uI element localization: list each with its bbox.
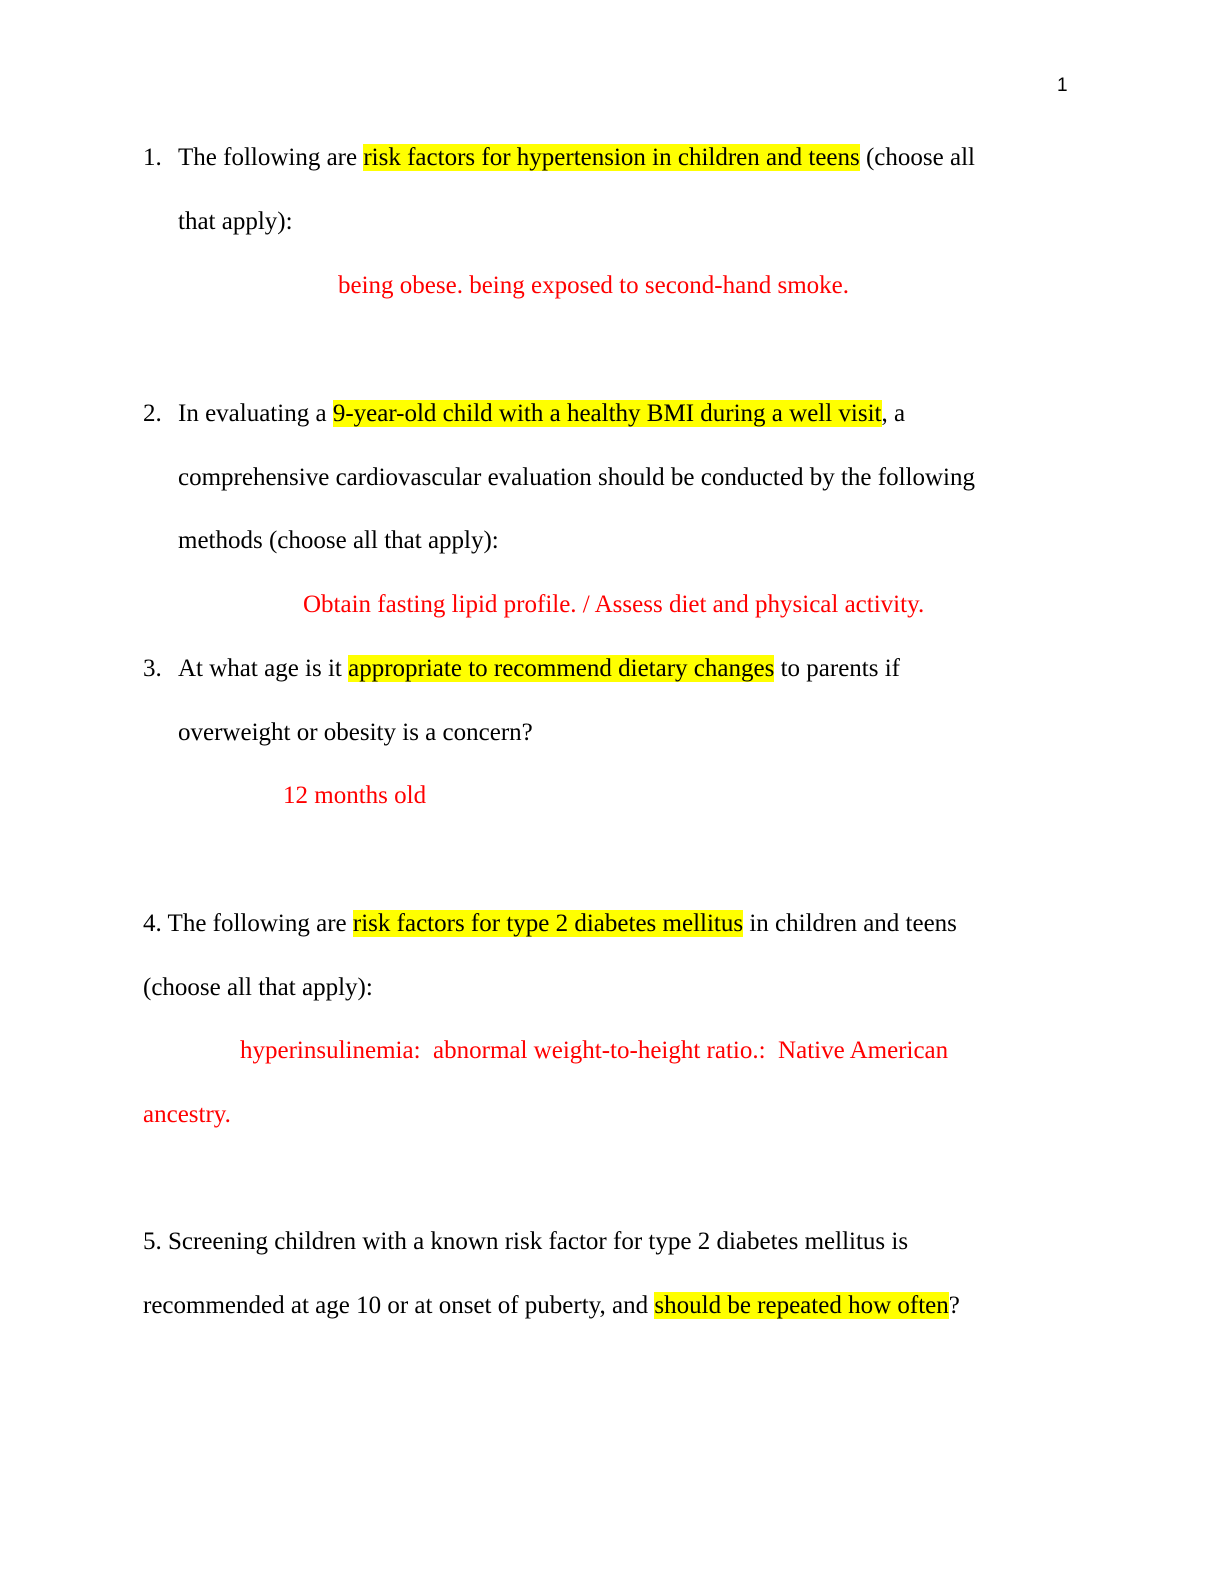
question-text: that apply): [178,208,293,235]
question-text [178,143,975,173]
answer-text: being obese. being exposed to second-hand smoke. [338,272,849,299]
question-number: 2. [143,400,162,427]
question-text: comprehensive cardiovascular evaluation should be conducted by the following [178,464,975,491]
answer-text: ancestry. [143,1101,231,1128]
text: in children and teens [743,910,957,937]
question-text: 5. Screening children with a known risk factor for type 2 diabetes mellitus is [143,1228,909,1255]
question-text: overweight or obesity is a concern? [178,719,533,746]
question-text [143,1291,960,1321]
question-number: 3. [143,655,162,682]
text: At what age is it [178,655,349,682]
page-number: 1 [1057,75,1068,96]
question-text: methods (choose all that apply): [178,527,499,554]
answer-text: hyperinsulinemia: abnormal weight-to-height ratio.: Native American [240,1037,949,1064]
highlighted-text: 9-year-old child with a healthy BMI during a well visit [332,400,882,427]
highlighted-text: appropriate to recommend dietary changes [348,655,775,682]
question-text [143,909,957,939]
answer-text: Obtain fasting lipid profile. / Assess diet and physical activity. [303,591,925,618]
answer-text: 12 months old [283,782,427,809]
text: 4. The following are [143,910,353,937]
question-text [178,399,905,429]
question-text [178,654,900,684]
question-text: (choose all that apply): [143,974,373,1001]
text: The following are [178,144,364,171]
text: , a [881,400,906,427]
highlighted-text: should be repeated how often [654,1292,949,1319]
highlighted-text: risk factors for hypertension in children and teens [363,144,860,171]
text: ? [948,1292,960,1319]
text: to parents if [774,655,900,682]
question-number: 1. [143,144,162,171]
text: recommended at age 10 or at onset of puberty, and [143,1292,655,1319]
text: (choose all [859,144,975,171]
highlighted-text: risk factors for type 2 diabetes mellitus [352,910,744,937]
text: In evaluating a [178,400,333,427]
